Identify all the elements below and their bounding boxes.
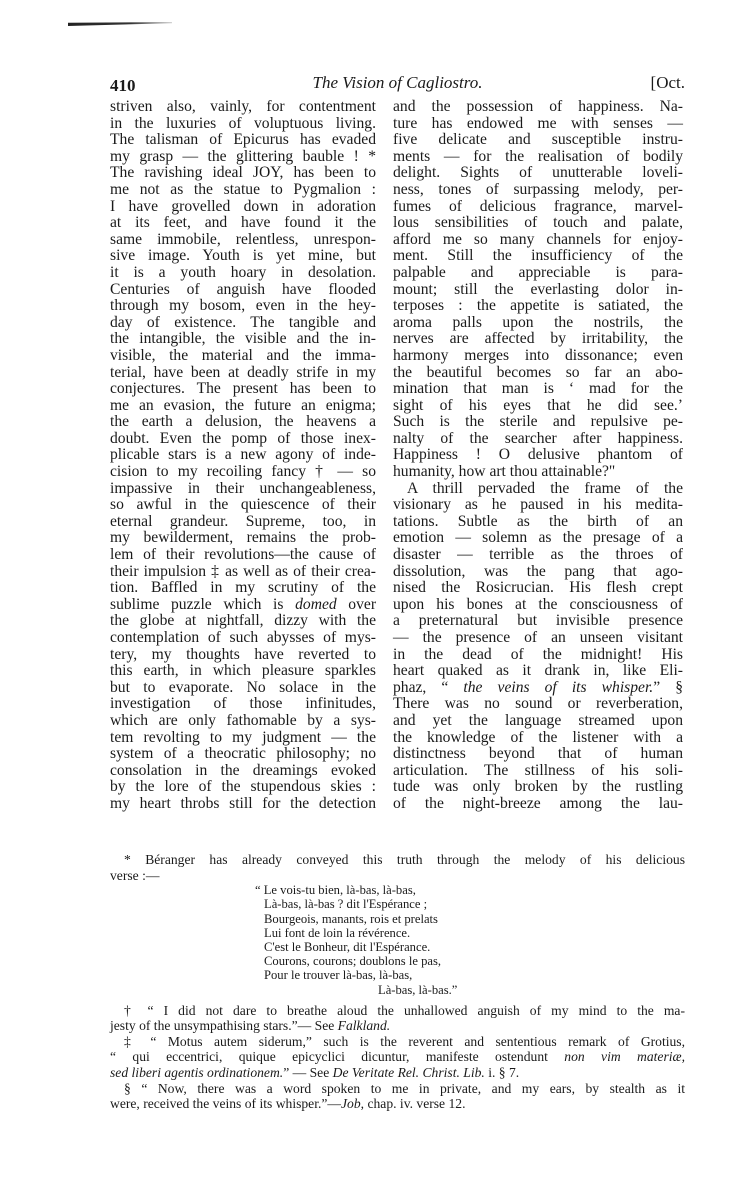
text-line: the intangible, the visible and the in- bbox=[110, 330, 376, 348]
text-line: a preternatural but invisible presence bbox=[393, 612, 683, 630]
text-line: eternal grandeur. Supreme, too, in bbox=[110, 512, 376, 530]
text-line: in the luxuries of voluptuous living. bbox=[110, 114, 376, 132]
text-line: Centuries of anguish have flooded bbox=[110, 280, 376, 298]
text-line: delight. Sights of unutterable loveli- bbox=[393, 164, 683, 182]
text-line: tations. Subtle as the birth of an bbox=[393, 512, 683, 530]
text-line: so awful in the quiescence of their bbox=[110, 496, 376, 514]
verse-line: Courons, courons; doublons le pas, bbox=[264, 954, 442, 969]
text-line: lous sensibilities of touch and palate, bbox=[393, 214, 683, 232]
text-line: me not as the statue to Pygmalion : bbox=[110, 180, 376, 198]
text-line: my grasp — the glittering bauble ! * bbox=[110, 147, 376, 165]
text-line: disaster — terrible as the throes of bbox=[393, 546, 683, 564]
text-line: The ravishing ideal JOY, has been to bbox=[110, 164, 376, 182]
text-line: phaz, “ the veins of its whisper.” § bbox=[393, 678, 683, 696]
text-line: through my bosom, even in the hey- bbox=[110, 297, 376, 315]
text-line: five delicate and susceptible instru- bbox=[393, 131, 683, 149]
decorative-rule bbox=[68, 22, 172, 26]
text-line: plicable stars is a new agony of inde- bbox=[110, 446, 376, 464]
verse-line: “ Le vois-tu bien, là-bas, là-bas, bbox=[255, 883, 416, 898]
text-line: and yet the language streamed upon bbox=[393, 711, 683, 729]
text-line: this earth, in which pleasure sparkles bbox=[110, 662, 376, 680]
footnote-line: verse :— bbox=[110, 867, 160, 883]
text-line: sight of his eyes that he did see.’ bbox=[393, 396, 683, 414]
text-line: in the dead of the midnight! His bbox=[393, 645, 683, 663]
text-line: Happiness ! O delusive phantom of bbox=[393, 446, 683, 464]
text-line: by the lore of the stupendous skies : bbox=[110, 778, 376, 796]
text-line: visible, the material and the imma- bbox=[110, 346, 376, 364]
text-line: sive image. Youth is yet mine, but bbox=[110, 247, 376, 265]
text-line: of the night-breeze among the lau- bbox=[393, 794, 683, 812]
text-line: tem revolting to my judgment — the bbox=[110, 728, 376, 746]
text-line: consolation in the dreamings evoked bbox=[110, 761, 376, 779]
text-line: terposes : the appetite is satiated, the bbox=[393, 297, 683, 315]
text-line: lem of their revolutions—the cause of bbox=[110, 546, 376, 564]
text-line: same immobile, relentless, unrespon- bbox=[110, 230, 376, 248]
footnote-line: ‡ “ Motus autem siderum,” such is the reverent and sententious remark of Grotius, bbox=[124, 1033, 685, 1049]
text-line: at its feet, and have found it the bbox=[110, 214, 376, 232]
text-line: fumes of delicious fragrance, marvel- bbox=[393, 197, 683, 215]
text-line: afford me so many channels for enjoy- bbox=[393, 230, 683, 248]
text-line: doubt. Even the pomp of those inex- bbox=[110, 429, 376, 447]
text-line: contemplation of such abysses of mys- bbox=[110, 629, 376, 646]
text-line: ments — for the realisation of bodily bbox=[393, 147, 683, 165]
text-line: mination that man is ‘ mad for the bbox=[393, 380, 683, 398]
verse-line: Là-bas, là-bas.” bbox=[378, 982, 458, 997]
text-line: — the presence of an unseen visitant bbox=[393, 629, 683, 646]
footnotes bbox=[110, 852, 685, 1112]
footnote-line: sed liberi agentis ordinationem.” — See De Veritate Rel. Christ. Lib. i. § 7. bbox=[110, 1065, 520, 1081]
text-line: ment. Still the insufficiency of the bbox=[393, 247, 683, 265]
verse-line: C'est le Bonheur, dit l'Espérance. bbox=[264, 939, 431, 954]
text-line: tery, my thoughts have reverted to bbox=[110, 645, 376, 663]
text-line: it is a youth hoary in desolation. bbox=[110, 263, 376, 281]
verse-line: Pour le trouver là-bas, là-bas, bbox=[264, 968, 413, 983]
text-line: tude was only broken by the rustling bbox=[393, 778, 683, 796]
text-line: articulation. The stillness of his soli- bbox=[393, 761, 683, 779]
text-line: the knowledge of the listener with a bbox=[393, 728, 683, 746]
text-line: I have grovelled down in adoration bbox=[110, 197, 376, 215]
footnote-double-dagger bbox=[110, 1034, 685, 1081]
footnote-line: † “ I did not dare to breathe aloud the unhallowed anguish of my mind to the ma- bbox=[124, 1002, 685, 1018]
verse-line: Bourgeois, manants, rois et prelats bbox=[264, 911, 438, 926]
text-line: palpable and appreciable is para- bbox=[393, 263, 683, 281]
text-line: the earth a delusion, the heavens a bbox=[110, 413, 376, 431]
left-column bbox=[110, 99, 376, 813]
text-line: The talisman of Epicurus has evaded bbox=[110, 131, 376, 149]
footnote-section bbox=[110, 1081, 685, 1112]
footnote-star bbox=[110, 852, 685, 997]
verse-line: Lui font de loin la révérence. bbox=[264, 925, 411, 940]
footnote-dagger bbox=[110, 1003, 685, 1034]
text-line: but to evaporate. No solace in the bbox=[110, 678, 376, 696]
text-line: nerves are affected by irritability, the bbox=[393, 330, 683, 348]
text-line: aroma palls upon the nostrils, the bbox=[393, 313, 683, 331]
text-line: cision to my recoiling fancy † — so bbox=[110, 463, 376, 481]
page-header bbox=[110, 73, 685, 97]
text-line: heart quaked as it drank in, like Eli- bbox=[393, 662, 683, 680]
footnote-line: jesty of the unsympathising stars.”— See Falkland. bbox=[110, 1018, 391, 1034]
text-line: and the possession of happiness. Na- bbox=[393, 98, 683, 115]
text-line: system of a theocratic philosophy; no bbox=[110, 745, 376, 763]
text-line: ture has endowed me with senses — bbox=[393, 114, 683, 132]
text-line: impassive in their unchangeableness, bbox=[110, 479, 376, 497]
footnote-line: § “ Now, there was a word spoken to me in private, and my ears, by stealth as it bbox=[124, 1080, 685, 1096]
footnote-line: “ qui eccentrici, quique epicyclici dicuntur, manifeste ostendunt non vim materiæ, bbox=[110, 1049, 685, 1065]
text-line: sublime puzzle which is domed over bbox=[110, 595, 377, 613]
text-line: investigation of those infinitudes, bbox=[110, 695, 376, 713]
issue-month: [Oct. bbox=[650, 73, 685, 92]
text-line: nalty of the searcher after happiness. bbox=[393, 429, 683, 447]
text-line: humanity, how art thou attainable?" bbox=[393, 463, 616, 481]
running-title: The Vision of Cagliostro. bbox=[312, 73, 483, 92]
text-line: emotion — solemn as the presage of a bbox=[393, 529, 683, 547]
text-line: my heart throbs still for the detection bbox=[110, 794, 376, 812]
text-line: upon his bones at the consciousness of bbox=[393, 595, 683, 613]
text-line: day of existence. The tangible and bbox=[110, 313, 376, 331]
text-line: which are only fathomable by a sys- bbox=[110, 711, 376, 729]
text-line: visionary as he paused in his medita- bbox=[393, 496, 683, 514]
text-line: me an evasion, the future an enigma; bbox=[110, 396, 376, 414]
text-line: striven also, vainly, for contentment bbox=[110, 98, 376, 115]
text-line: their impulsion ‡ as well as of their crea- bbox=[110, 562, 376, 580]
text-line: my bewilderment, remains the prob- bbox=[110, 529, 376, 547]
text-line: A thrill pervaded the frame of the bbox=[407, 479, 683, 497]
french-verse bbox=[255, 883, 555, 997]
text-line: harmony merges into dissonance; even bbox=[393, 346, 683, 364]
text-line: nised the Rosicrucian. His flesh crept bbox=[393, 579, 683, 597]
text-line: distinctness beyond that of human bbox=[393, 745, 683, 763]
verse-line: Là-bas, là-bas ? dit l'Espérance ; bbox=[264, 897, 428, 912]
text-line: mount; still the everlasting dolor in- bbox=[393, 280, 683, 298]
footnote-line: * Béranger has already conveyed this truth through the melody of his delicious bbox=[124, 852, 685, 867]
text-line: conjectures. The present has been to bbox=[110, 380, 376, 398]
page-number: 410 bbox=[110, 76, 136, 95]
text-line: the beautiful becomes so far an abo- bbox=[393, 363, 683, 381]
right-column bbox=[393, 99, 683, 813]
footnote-line: were, received the veins of its whisper.”—Job, chap. iv. verse 12. bbox=[110, 1096, 466, 1112]
text-line: terial, have been at deadly strife in my bbox=[110, 363, 376, 381]
text-line: There was no sound or reverberation, bbox=[393, 695, 683, 713]
text-line: ness, tones of surpassing melody, per- bbox=[393, 180, 683, 198]
text-line: Such is the sterile and repulsive pe- bbox=[393, 413, 683, 431]
text-line: tion. Baffled in my scrutiny of the bbox=[110, 579, 376, 597]
text-line: the globe at nightfall, dizzy with the bbox=[110, 612, 376, 630]
text-line: dissolution, was the pang that ago- bbox=[393, 562, 683, 580]
